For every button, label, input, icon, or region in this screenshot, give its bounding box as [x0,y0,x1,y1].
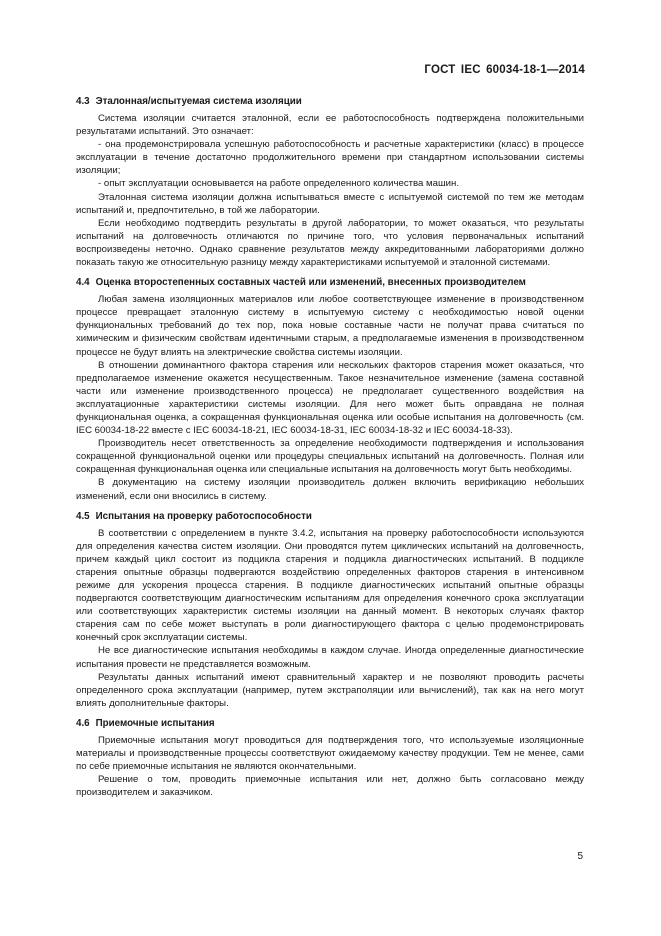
section-heading-4-4 [76,276,584,289]
paragraph: Результаты данных испытаний имеют сравнительный характер и не позволяют проводить расчеты определенного срока эксплуатации (например, путем экстраполяции или вычислений), так как на него могут влиять дополнительные факторы. [76,671,584,709]
section-number: 4.4 [76,277,90,289]
paragraph: Эталонная система изоляции должна испытываться вместе с испытуемой системой по тем же методам испытаний и, предпочтительно, в той же лаборатории. [76,191,584,216]
paragraph: Приемочные испытания могут проводиться для подтверждения того, что используемые изоляционные материалы и производственные процессы соответствуют ожидаемому качеству продукции. Тем не менее, сами по себе приемочные испытания не являются окончательными. [76,734,584,773]
section-title: Оценка второстепенных составных частей или изменений, внесенных производителем [95,277,526,289]
standard-header: ГОСТ IEC 60034-18-1—2014 [424,64,585,76]
section-number: 4.5 [76,510,90,522]
page-number: 5 [577,851,583,862]
paragraph: В документацию на систему изоляции производитель должен включить верификацию небольших изменений, если они вносились в систему. [76,477,584,502]
paragraph: Если необходимо подтвердить результаты в другой лаборатории, то может оказаться, что результаты испытаний на долговечность отличаются по причине того, что условия первоначальных испытаний воспроизведены неточно. Однако сравнение результатов между аккредитованными лабораториями должно показать такую же относительную разницу между характеристиками испытуемой и эталонной системами. [76,217,584,269]
document-body [76,93,584,799]
paragraph: В отношении доминантного фактора старения или нескольких факторов старения может оказаться, что предполагаемое изменение окажется несущественным. Такое незначительное изменение (замена составной части или изменение производственного процесса) не предполагает существенного воздействия на эксплуатационные характеристики системы изоляции. Для него может быть оправдана не полная функциональная оценка, а сокращенная функциональная оценка или особые испытания на долговечность (см. IEC 60034-18-22 вместе с IEC 60034-18-21, IEC 60034-18-31, IEC 60034-18-32 и IEC 60034-18-33). [76,359,584,437]
paragraph: Система изоляции считается эталонной, если ее работоспособность подтверждена положительными результатами испытаний. Это означает: [76,113,584,138]
section-title: Приемочные испытания [95,717,215,729]
list-item: - опыт эксплуатации основывается на работе определенного количества машин. [98,178,459,190]
section-number: 4.3 [76,96,90,107]
section-heading-4-3 [76,95,584,108]
list-item: - она продемонстрировала успешную работоспособность и расчетные характеристики (класс) в процессе эксплуатации в течение достаточно продолжительного времени при стандартном использовании системы изоляции; [76,139,584,177]
section-title: Испытания на проверку работоспособности [95,510,312,522]
section-title: Эталонная/испытуемая система изоляции [95,96,302,107]
section-heading-4-6 [76,717,584,730]
section-heading-4-5 [76,510,584,523]
paragraph: Решение о том, проводить приемочные испытания или нет, должно быть согласовано между производителем и заказчиком. [76,774,584,799]
paragraph: В соответствии с определением в пункте 3.4.2, испытания на проверку работоспособности используются для определения качества систем изоляции. Они проводятся путем циклических испытаний на долговечность, причем каждый цикл состоит из подцикла старения и подцикла диагностических испытаний. В подцикле старения опытные образцы подвергаются воздействию определенных факторов старения в интенсивном режиме для ускорения процесса старения. В подцикле диагностических испытаний опытные образцы подвергаются соответствующим диагностическим испытаниям для определения конечного срока эксплуатации или соответствующих характеристик системы изоляции на данный момент. В некоторых случаях фактор старения сам по себе может выступать в роли диагностирующего фактора с целью продемонстрировать конечный срок эксплуатации системы. [76,527,584,644]
paragraph: Любая замена изоляционных материалов или любое соответствующее изменение в производственном процессе превращает эталонную систему в испытуемую систему с необходимостью новой оценки функциональных требований до тех пор, пока новые составные части не получат права считаться по химическим и физическим свойствам идентичными старым, а предполагаемые изменения в производственном процессе не будут влиять на электрические свойства системы изоляции. [76,294,584,358]
section-number: 4.6 [76,717,90,729]
paragraph: Не все диагностические испытания необходимы в каждом случае. Иногда определенные диагностические испытания провести не представляется возможным. [76,645,584,670]
paragraph: Производитель несет ответственность за определение необходимости подтверждения и использования сокращенной функциональной оценки или процедуры специальных испытаний на долговечность. Полная или сокращенная функциональная оценка или специальные испытания на долговечность могут быть необходимы. [76,438,584,476]
